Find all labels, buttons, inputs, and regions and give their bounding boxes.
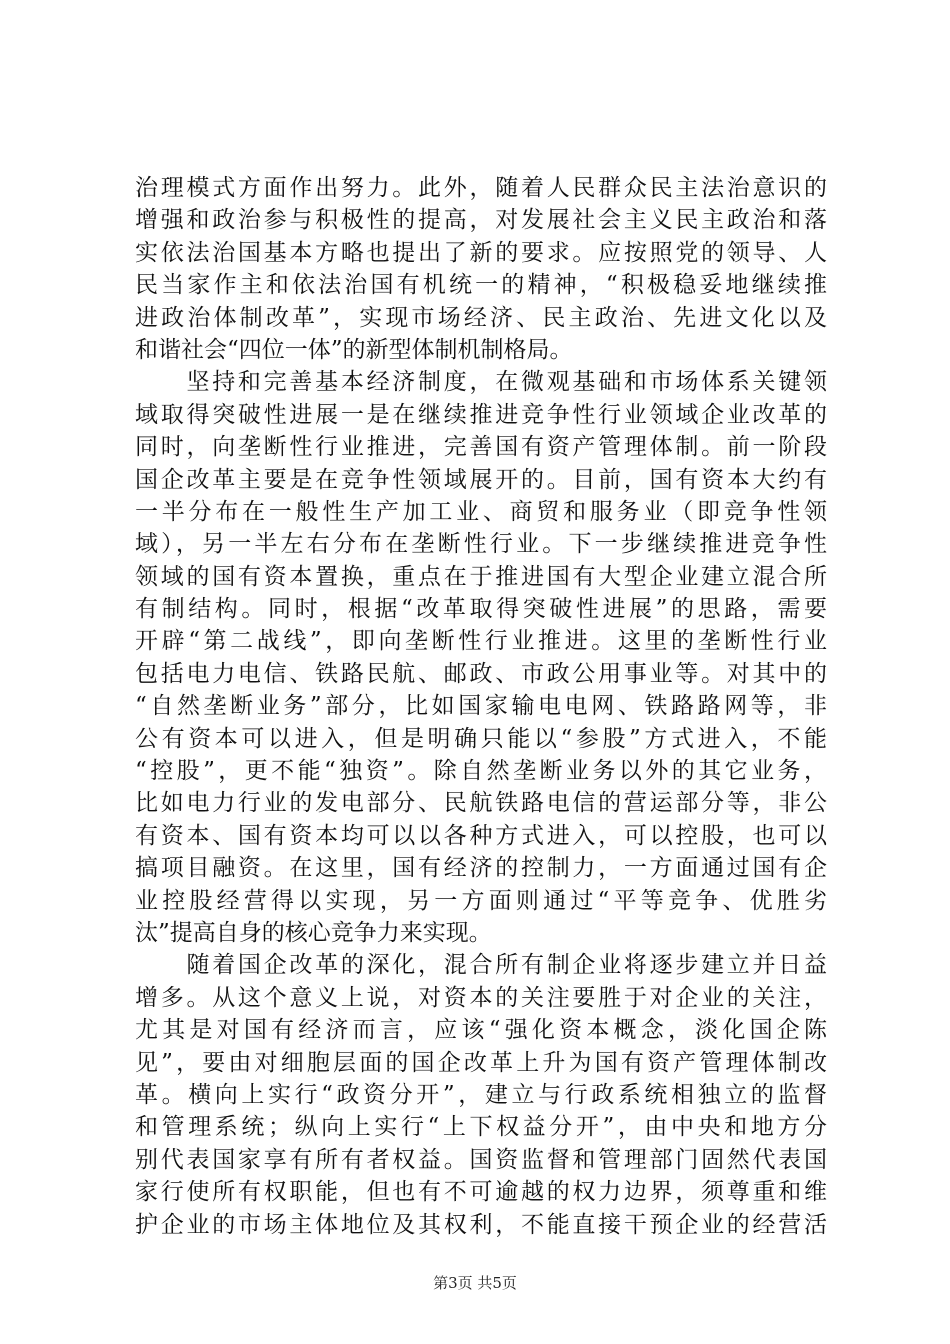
text-line: 比如电力行业的发电部分、民航铁路电信的营运部分等，非公	[135, 790, 827, 817]
text-line: 增强和政治参与积极性的提高，对发展社会主义民主政治和落	[135, 207, 827, 234]
text-line: “控股”，更不能“独资”。除自然垄断业务以外的其它业务，	[135, 758, 827, 785]
text-line: 尤其是对国有经济而言，应该“强化资本概念，淡化国企陈	[135, 1017, 827, 1044]
page-footer: 第3页 共5页	[433, 1274, 517, 1292]
text-line: 护企业的市场主体地位及其权利，不能直接干预企业的经营活	[135, 1211, 827, 1238]
body-text	[135, 172, 827, 1241]
text-line: 包括电力电信、铁路民航、邮政、市政公用事业等。对其中的	[135, 660, 827, 687]
text-line: 业控股经营得以实现，另一方面则通过“平等竞争、优胜劣	[135, 887, 827, 914]
text-line: 有制结构。同时，根据“改革取得突破性进展”的思路，需要	[135, 596, 827, 623]
text-line: “自然垄断业务”部分，比如国家输电电网、铁路路网等，非	[135, 693, 827, 720]
text-line: 坚持和完善基本经济制度，在微观基础和市场体系关键领	[135, 369, 827, 396]
text-line: 家行使所有权职能，但也有不可逾越的权力边界，须尊重和维	[135, 1179, 827, 1206]
text-line: 领域的国有资本置换，重点在于推进国有大型企业建立混合所	[135, 563, 827, 590]
text-line: 有资本、国有资本均可以以各种方式进入，可以控股，也可以	[135, 822, 827, 849]
text-line: 域取得突破性进展一是在继续推进竞争性行业领域企业改革的	[135, 401, 827, 428]
text-line: 域），另一半左右分布在垄断性行业。下一步继续推进竞争性	[135, 531, 827, 558]
text-line: 见”，要由对细胞层面的国企改革上升为国有资产管理体制改	[135, 1049, 827, 1076]
text-line: 汰”提高自身的核心竞争力来实现。	[135, 919, 492, 946]
text-line: 国企改革主要是在竞争性领域展开的。目前，国有资本大约有	[135, 466, 827, 493]
text-line: 搞项目融资。在这里，国有经济的控制力，一方面通过国有企	[135, 855, 827, 882]
text-line: 实依法治国基本方略也提出了新的要求。应按照党的领导、人	[135, 239, 827, 266]
text-line: 公有资本可以进入，但是明确只能以“参股”方式进入，不能	[135, 725, 827, 752]
text-line: 治理模式方面作出努力。此外，随着人民群众民主法治意识的	[135, 175, 827, 201]
text-line: 开辟“第二战线”，即向垄断性行业推进。这里的垄断性行业	[135, 628, 827, 655]
text-line: 别代表国家享有所有者权益。国资监督和管理部门固然代表国	[135, 1146, 827, 1173]
text-line: 革。横向上实行“政资分开”，建立与行政系统相独立的监督	[135, 1081, 827, 1108]
text-line: 和管理系统；纵向上实行“上下权益分开”，由中央和地方分	[135, 1114, 827, 1141]
text-line: 进政治体制改革”，实现市场经济、民主政治、先进文化以及	[135, 304, 827, 331]
text-line: 随着国企改革的深化，混合所有制企业将逐步建立并日益	[135, 952, 827, 979]
text-line: 一半分布在一般性生产加工业、商贸和服务业（即竞争性领	[135, 498, 827, 525]
text-line: 和谐社会“四位一体”的新型体制机制格局。	[135, 336, 573, 363]
text-line: 同时，向垄断性行业推进，完善国有资产管理体制。前一阶段	[135, 434, 827, 461]
text-line: 增多。从这个意义上说，对资本的关注要胜于对企业的关注，	[135, 984, 827, 1011]
text-line: 民当家作主和依法治国有机统一的精神，“积极稳妥地继续推	[135, 272, 827, 299]
